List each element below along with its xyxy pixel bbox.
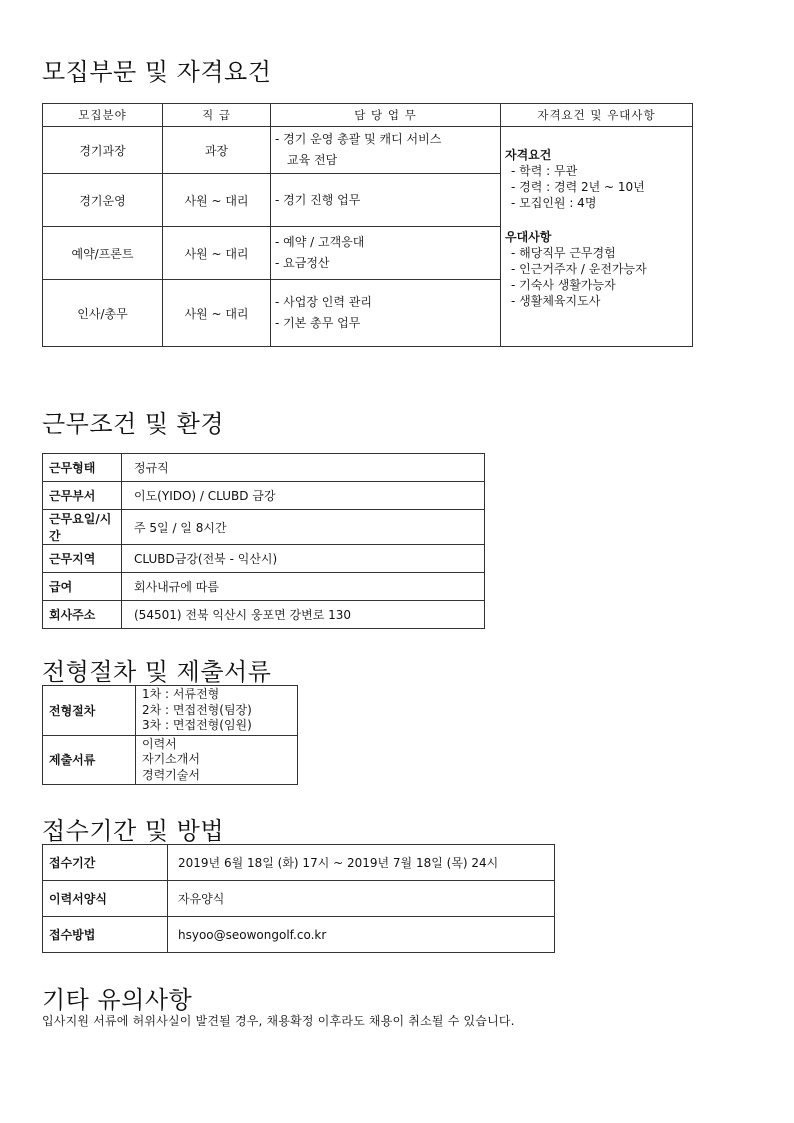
duty-line: - 요금정산 bbox=[275, 256, 330, 270]
duty-line: - 사업장 인력 관리 bbox=[275, 295, 372, 309]
application-key: 이력서양식 bbox=[43, 881, 168, 917]
duty-line: - 예약 / 고객응대 bbox=[275, 235, 365, 249]
table-row bbox=[43, 881, 555, 917]
recruit-section-title: 모집부문 및 자격요건 bbox=[42, 58, 272, 86]
condition-key: 회사주소 bbox=[43, 601, 122, 629]
condition-key: 근무지역 bbox=[43, 545, 122, 573]
notes-section-title: 기타 유의사항 bbox=[42, 986, 193, 1014]
steps-label: 전형절차 bbox=[43, 686, 136, 736]
qualification-item: - 모집인원 : 4명 bbox=[511, 196, 597, 210]
rank-cell: 사원 ~ 대리 bbox=[163, 227, 271, 280]
field-cell: 경기운영 bbox=[43, 174, 163, 227]
email-address: hsyoo@seowongolf.co.kr bbox=[168, 917, 555, 953]
rank-cell: 사원 ~ 대리 bbox=[163, 174, 271, 227]
condition-key: 근무요일/시간 bbox=[43, 510, 122, 545]
application-value: 자유양식 bbox=[168, 881, 555, 917]
table-row bbox=[43, 573, 485, 601]
preference-item: - 기숙사 생활가능자 bbox=[511, 278, 616, 292]
rank-cell: 사원 ~ 대리 bbox=[163, 280, 271, 347]
notes-text: 입사지원 서류에 허위사실이 발견될 경우, 채용확정 이후라도 채용이 취소될 수 있습니다. bbox=[42, 1014, 515, 1028]
header-qualifications: 자격요건 및 우대사항 bbox=[501, 104, 693, 127]
field-cell: 경기과장 bbox=[43, 127, 163, 174]
duty-line: - 경기 진행 업무 bbox=[275, 192, 361, 207]
table-row bbox=[43, 482, 485, 510]
table-row bbox=[43, 845, 555, 881]
doc-item: 경력기술서 bbox=[142, 767, 200, 782]
duties-cell bbox=[271, 127, 501, 174]
application-section-title: 접수기간 및 방법 bbox=[42, 817, 225, 845]
recruit-table-header bbox=[43, 104, 693, 127]
condition-value: 주 5일 / 일 8시간 bbox=[122, 510, 485, 545]
duty-line: - 경기 운영 총괄 및 캐디 서비스 bbox=[275, 132, 442, 146]
table-row bbox=[43, 917, 555, 953]
qualification-item: - 학력 : 무관 bbox=[511, 164, 578, 178]
step-item: 2차 : 면접전형(팀장) bbox=[142, 702, 252, 717]
header-rank: 직 급 bbox=[163, 104, 271, 127]
application-key: 접수방법 bbox=[43, 917, 168, 953]
application-key: 접수기간 bbox=[43, 845, 168, 881]
condition-key: 근무부서 bbox=[43, 482, 122, 510]
header-duties: 담 당 업 무 bbox=[271, 104, 501, 127]
qualifications-title: 자격요건 bbox=[505, 148, 552, 162]
preference-item: - 인근거주자 / 운전가능자 bbox=[511, 262, 647, 276]
steps-cell bbox=[136, 686, 298, 736]
field-cell: 인사/총무 bbox=[43, 280, 163, 347]
condition-key: 근무형태 bbox=[43, 454, 122, 482]
table-row bbox=[43, 686, 298, 736]
process-table bbox=[42, 685, 298, 785]
table-row bbox=[43, 510, 485, 545]
duties-cell bbox=[271, 227, 501, 280]
duty-line: - 기본 총무 업무 bbox=[275, 316, 361, 330]
process-section-title: 전형절차 및 제출서류 bbox=[42, 658, 272, 686]
table-row bbox=[43, 454, 485, 482]
preferences-title: 우대사항 bbox=[505, 230, 552, 244]
condition-value: (54501) 전북 익산시 웅포면 강변로 130 bbox=[122, 601, 485, 629]
field-cell: 예약/프론트 bbox=[43, 227, 163, 280]
docs-cell bbox=[136, 735, 298, 785]
step-item: 3차 : 면접전형(임원) bbox=[142, 718, 252, 732]
doc-item: 이력서 bbox=[142, 736, 177, 751]
condition-value: 정규직 bbox=[122, 454, 485, 482]
docs-label: 제출서류 bbox=[43, 735, 136, 785]
recruit-table bbox=[42, 103, 693, 347]
step-item: 1차 : 서류전형 bbox=[142, 687, 220, 701]
condition-value: CLUBD금강(전북 - 익산시) bbox=[122, 545, 485, 573]
duties-cell bbox=[271, 280, 501, 347]
doc-item: 자기소개서 bbox=[142, 752, 200, 766]
condition-value: 회사내규에 따름 bbox=[122, 573, 485, 601]
preference-item: - 해당직무 근무경험 bbox=[511, 246, 616, 260]
table-row bbox=[43, 545, 485, 573]
table-row bbox=[43, 601, 485, 629]
qualification-item: - 경력 : 경력 2년 ~ 10년 bbox=[511, 180, 645, 194]
conditions-section-title: 근무조건 및 환경 bbox=[42, 410, 225, 438]
preference-item: - 생활체육지도사 bbox=[511, 294, 601, 308]
header-field: 모집분야 bbox=[43, 104, 163, 127]
rank-cell: 과장 bbox=[163, 127, 271, 174]
table-row bbox=[43, 735, 298, 785]
condition-key: 급여 bbox=[43, 573, 122, 601]
qualifications-cell bbox=[501, 127, 693, 347]
conditions-table bbox=[42, 453, 485, 629]
duty-line: 교육 전담 bbox=[287, 153, 338, 167]
duties-cell bbox=[271, 174, 501, 227]
table-row bbox=[43, 127, 693, 174]
condition-value: 이도(YIDO) / CLUBD 금강 bbox=[122, 482, 485, 510]
application-value: 2019년 6월 18일 (화) 17시 ~ 2019년 7월 18일 (목) 24시 bbox=[168, 845, 555, 881]
application-table bbox=[42, 844, 555, 953]
